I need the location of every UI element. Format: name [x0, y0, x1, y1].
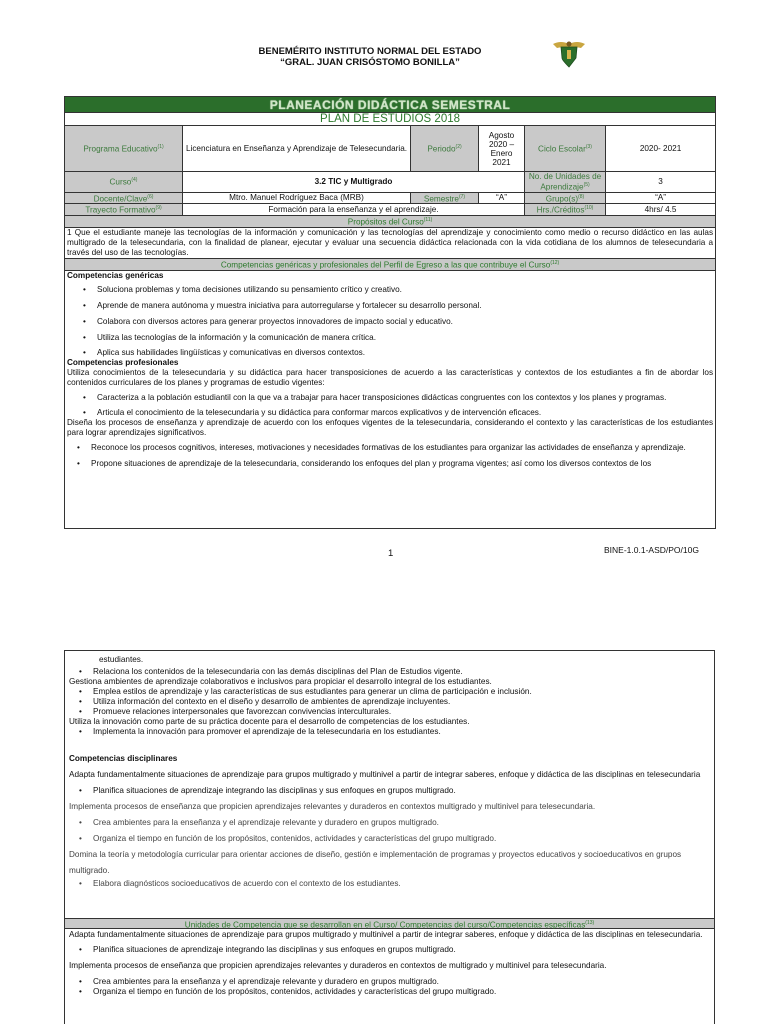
list-item: • Emplea estilos de aprendizaje y las características de sus estudiantes para generar un clima de participación e inclusión. — [69, 687, 710, 697]
curso-value: 3.2 TIC y Multigrado — [183, 172, 525, 193]
page-gap — [0, 580, 768, 642]
list-item: • Elabora diagnósticos socioeducativos de acuerdo con el contexto de los estudiantes. — [69, 879, 710, 889]
unidades-value: 3 — [606, 172, 716, 193]
list-item: • Propone situaciones de aprendizaje de la telesecundaria, considerando los enfoques del plan y programa vigentes; así como los diversos contextos de los — [67, 456, 713, 472]
programa-label: Programa Educativo$^{(1)}$ — [65, 126, 183, 172]
programa-value: Licenciatura en Enseñanza y Aprendizaje de Telesecundaria. — [183, 126, 411, 172]
prof-paragraph-2: Diseña los procesos de enseñanza y aprendizaje de acuerdo con los enfoques vigentes de la telesecundaria, considerando el contexto y las características de los estudiantes para lograr aprendizajes significativos. — [67, 417, 714, 437]
list-item: • Implementa la innovación para promover el aprendizaje de la telesecundaria en los estudiantes. — [69, 727, 710, 737]
planning-table — [64, 96, 716, 529]
disc-paragraph-3: Domina la teoría y metodología curricular para orientar acciones de diseño, gestión e implementación de programas y proyectos educativos y socioeducativos en grupos multigrado. — [69, 850, 682, 875]
hrs-value: 4hrs/ 4.5 — [606, 204, 716, 216]
periodo-value: Agosto 2020 – Enero 2021 — [479, 126, 525, 172]
page-number: 1 — [388, 548, 394, 559]
list-item: • Crea ambientes para la enseñanza y el aprendizaje relevante y duradero en grupos multigrado. — [69, 815, 710, 831]
list-item: • Relaciona los contenidos de la telesecundaria con las demás disciplinas del Plan de Estudios vigente. — [69, 667, 710, 677]
unidades-label: No. de Unidades de Aprendizaje$^{(5)}$ — [525, 172, 606, 193]
disciplinares-title: Competencias disciplinares — [69, 754, 178, 763]
list-item: • Articula el conocimiento de la telesecundaria y su didáctica para conformar marcos explicativos y de intervención eficaces. — [67, 408, 713, 418]
page-2-paragraph-2: Utiliza la innovación como parte de su práctica docente para el desarrollo de competencias de los estudiantes. — [69, 717, 470, 726]
docente-value: Mtro. Manuel Rodríguez Baca (MRB) — [183, 192, 411, 204]
genericas-title: Competencias genéricas — [67, 270, 164, 280]
propositos-header: Propósitos del Curso$^{(11)}$ — [65, 216, 716, 228]
list-item: • Colabora con diversos actores para generar proyectos innovadores de impacto social y educativo. — [67, 314, 713, 330]
trayecto-value: Formación para la enseñanza y el aprendizaje. — [183, 204, 525, 216]
list-item: • Planifica situaciones de aprendizaje integrando las disciplinas y sus enfoques en grupos multigrado. — [69, 783, 710, 799]
docente-label: Docente/Clave$^{(6)}$ — [65, 192, 183, 204]
list-item: • Planifica situaciones de aprendizaje integrando las disciplinas y sus enfoques en grupos multigrado. — [69, 942, 710, 958]
semestre-label: Semestre$^{(7)}$ — [411, 192, 479, 204]
continuation-text: estudiantes. — [99, 655, 144, 664]
periodo-label: Periodo$^{(2)}$ — [411, 126, 479, 172]
ciclo-label: Ciclo Escolar$^{(3)}$ — [525, 126, 606, 172]
competencias-header: Competencias genéricas y profesionales del Perfil de Egreso a las que contribuye el Curso$^{(12)}$ — [65, 258, 716, 270]
list-item: • Utiliza las tecnologías de la información y la comunicación de manera crítica. — [67, 330, 713, 346]
list-item: • Organiza el tiempo en función de los propósitos, contenidos, actividades y características del grupo multigrado. — [69, 831, 710, 847]
ciclo-value: 2020- 2021 — [606, 126, 716, 172]
list-item: • Aprende de manera autónoma y muestra iniciativa para autorregularse y fortalecer su desarrollo personal. — [67, 298, 713, 314]
list-item: • Caracteriza a la población estudiantil con la que va a trabajar para hacer transposiciones didácticas congruentes con los contextos y los planes y programas. — [67, 390, 713, 406]
hrs-label: Hrs./Créditos$^{(10)}$ — [525, 204, 606, 216]
page-2-table-frame — [64, 650, 715, 1024]
unidades-paragraph-2: Implementa procesos de enseñanza que propicien aprendizajes relevantes y duraderos en contextos de multigrado y multinivel para telesecundaria. — [69, 961, 607, 970]
semestre-value: “A” — [479, 192, 525, 204]
grupo-label: $Grupo(s)^{(8)}$ — [525, 192, 606, 204]
page-2-upper-block — [69, 655, 710, 889]
propositos-text: 1 Que el estudiante maneje las tecnologías de la información y comunicación y las tecnologías del aprendizaje y conocimiento como medio o recurso didáctico en las aulas multigrado de la telesecundaria, con la finalidad de planear, ejecutar y evaluar una secuencia didáctica relacionada con la vida cotidiana de los alumnos de telesecundaria a través del uso de las tecnologías. — [65, 227, 716, 258]
banner-title: PLANEACIÓN DIDÁCTICA SEMESTRAL — [65, 97, 716, 113]
institution-logo-icon — [551, 38, 587, 68]
list-item: • Promueve relaciones interpersonales que favorezcan convivencias interculturales. — [69, 707, 710, 717]
unidades-header: Unidades de Competencia que se desarrollan en el Curso/ Competencias del curso/Competencias específicas$^{(13)}$ — [65, 918, 714, 929]
grupo-value: “A” — [606, 192, 716, 204]
list-item: • Crea ambientes para la enseñanza y el aprendizaje relevante y duradero en grupos multigrado. — [69, 977, 710, 987]
institution-header — [200, 46, 540, 68]
list-item: • Soluciona problemas y toma decisiones utilizando su pensamiento crítico y creativo. — [67, 282, 713, 298]
page-2-lower-block — [69, 930, 710, 997]
page-2-paragraph-1: Gestiona ambientes de aprendizaje colaborativos e inclusivos para propiciar el desarrollo integral de los estudiantes. — [69, 677, 492, 686]
institution-name-line1: BENEMÉRITO INSTITUTO NORMAL DEL ESTADO — [258, 46, 482, 57]
disc-paragraph-1: Adapta fundamentalmente situaciones de aprendizaje para grupos multigrado y multinivel a partir de integrar saberes, enfoque y didáctica de las disciplinas en telesecundaria — [69, 770, 701, 779]
plan-title: PLAN DE ESTUDIOS 2018 — [65, 113, 716, 126]
profesionales-title: Competencias profesionales — [67, 357, 179, 367]
unidades-paragraph-1: Adapta fundamentalmente situaciones de aprendizaje para grupos multigrado y multinivel a partir de integrar saberes, enfoque y didáctica de las disciplinas en telesecundaria. — [69, 930, 703, 939]
document-code: BINE-1.0.1-ASD/PO/10G — [604, 545, 699, 555]
prof-paragraph-1: Utiliza conocimientos de la telesecundaria y su didáctica para hacer transposiciones de acuerdo a las características y contextos de los estudiantes a fin de abordar los contenidos curriculares de los planes y programas de estudio vigentes: — [67, 367, 714, 387]
list-item: • Aplica sus habilidades lingüísticas y comunicativas en diversos contextos. — [67, 348, 713, 358]
institution-name-line2: “GRAL. JUAN CRISÓSTOMO BONILLA” — [280, 57, 460, 68]
curso-label: Curso$^{(4)}$ — [65, 172, 183, 193]
competencias-body — [65, 270, 716, 528]
list-item: • Reconoce los procesos cognitivos, intereses, motivaciones y necesidades formativas de los estudiantes para organizar las actividades de enseñanza y aprendizaje. — [67, 440, 713, 456]
disc-paragraph-2: Implementa procesos de enseñanza que propicien aprendizajes relevantes y duraderos en contextos multigrado y multinivel para telesecundaria. — [69, 802, 596, 811]
trayecto-label: Trayecto Formativo$^{(9)}$ — [65, 204, 183, 216]
list-item: • Utiliza información del contexto en el diseño y desarrollo de ambientes de aprendizaje incluyentes. — [69, 697, 710, 707]
list-item: • Organiza el tiempo en función de los propósitos, contenidos, actividades y características del grupo multigrado. — [69, 987, 710, 997]
